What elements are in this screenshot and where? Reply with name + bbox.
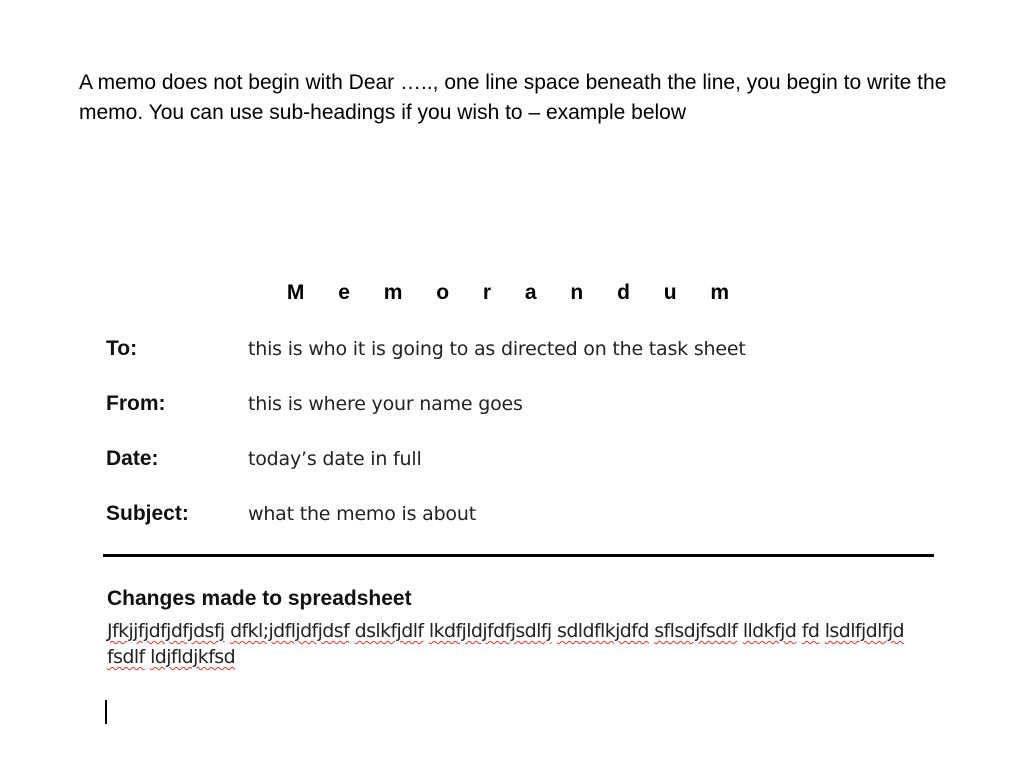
body-word: lsdlfjdlfjd — [824, 620, 905, 642]
body-word: Jfkjjfjdfjdfjdsfj — [107, 620, 225, 642]
to-value: this is who it is going to as directed on the task sheet — [248, 338, 746, 360]
intro-paragraph: A memo does not begin with Dear ….., one line space beneath the line, you begin to write the memo. You can use sub-headings if you wish to – example below — [79, 71, 947, 124]
from-label: From: — [106, 392, 166, 415]
date-label: Date: — [106, 447, 159, 470]
subject-label: Subject: — [106, 502, 189, 525]
body-word: ldjfldjkfsd — [150, 646, 236, 668]
body-word: sdldflkjdfd — [557, 620, 649, 642]
to-label: To: — [106, 337, 138, 360]
section-body-text[interactable] — [107, 618, 927, 670]
memo-field-from — [106, 390, 956, 418]
date-value: today’s date in full — [248, 448, 422, 470]
memo-field-date — [106, 445, 956, 473]
body-word: fd — [801, 620, 820, 642]
memo-field-to — [106, 335, 956, 363]
text-insertion-cursor[interactable] — [105, 700, 107, 724]
body-word: sflsdjfsdlf — [654, 620, 738, 642]
memo-divider-line — [103, 554, 934, 557]
section-heading: Changes made to spreadsheet — [107, 587, 412, 610]
body-word: lldkfjd — [742, 620, 797, 642]
subject-value: what the memo is about — [248, 503, 476, 525]
body-word: fsdlf — [107, 646, 145, 668]
from-value: this is where your name goes — [248, 393, 523, 415]
body-word: dfkl;jdfljdfjdsf — [230, 620, 350, 642]
memo-field-subject — [106, 500, 956, 528]
memo-title: M e m o r a n d u m — [286, 281, 744, 304]
body-word: dslkfjdlf — [354, 620, 424, 642]
body-word: lkdfjldjfdfjsdlfj — [428, 620, 552, 642]
